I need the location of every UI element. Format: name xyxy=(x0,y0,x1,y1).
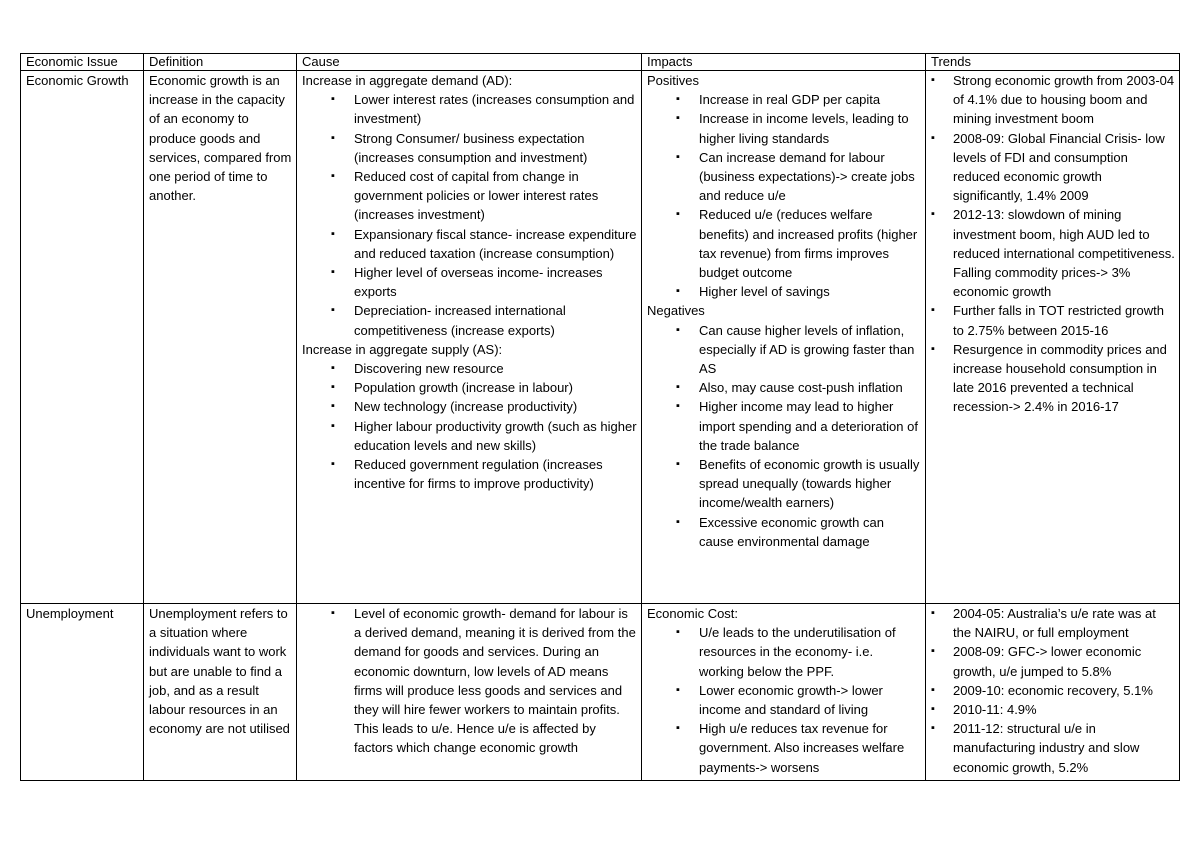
growth-issue: Economic Growth xyxy=(21,71,144,604)
list-item: ▪ Resurgence in commodity prices and increase household consumption in late 2016 prevented a technical recession-> 2.4% in 2016-17 xyxy=(931,340,1175,417)
list-item: ▪ Higher income may lead to higher import spending and a deterioration of the trade balance xyxy=(647,397,921,455)
unemployment-impacts xyxy=(642,604,926,781)
cause-as-list xyxy=(302,359,637,493)
unemployment-row xyxy=(21,604,1180,781)
list-item: ▪ 2009-10: economic recovery, 5.1% xyxy=(931,681,1175,700)
list-item: ▪ Benefits of economic growth is usually spread unequally (towards higher income/wealth earners) xyxy=(647,455,921,513)
growth-definition: Economic growth is an increase in the capacity of an economy to produce goods and services, compared from one period of time to another. xyxy=(144,71,297,604)
economic-cost-heading: Economic Cost: xyxy=(647,606,739,621)
list-item: ▪ Increase in real GDP per capita xyxy=(647,90,921,109)
cause-ad-list xyxy=(302,90,637,340)
impacts-positives-list xyxy=(647,90,921,301)
list-item: ▪ 2012-13: slowdown of mining investment boom, high AUD led to reduced international competitiveness. Falling commodity prices-> 3% economic growth xyxy=(931,205,1175,301)
list-item: ▪ Higher level of savings xyxy=(647,282,921,301)
list-item: ▪ Can increase demand for labour (business expectations)-> create jobs and reduce u/e xyxy=(647,148,921,206)
growth-cause xyxy=(297,71,642,604)
list-item: ▪ Lower economic growth-> lower income and standard of living xyxy=(647,681,921,719)
list-item: ▪ Level of economic growth- demand for labour is a derived demand, meaning it is derived from the demand for goods and services. During an economic downturn, low levels of AD means firms will produce less goods and services and they will hire fewer workers to maintain profits. This leads to u/e. Hence u/e is affected by factors which change economic growth xyxy=(302,604,637,758)
list-item: ▪ 2008-09: Global Financial Crisis- low levels of FDI and consumption reduced economic growth significantly, 1.4% 2009 xyxy=(931,129,1175,206)
list-item: ▪ Reduced cost of capital from change in government policies or lower interest rates (increases investment) xyxy=(302,167,637,225)
header-row xyxy=(21,54,1180,71)
header-economic-issue: Economic Issue xyxy=(21,54,144,71)
impacts-negatives-heading: Negatives xyxy=(647,303,705,319)
list-item: ▪ Lower interest rates (increases consumption and investment) xyxy=(302,90,637,128)
list-item: ▪ Further falls in TOT restricted growth to 2.75% between 2015-16 xyxy=(931,301,1175,339)
economic-issues-table xyxy=(20,53,1180,781)
list-item: ▪ Depreciation- increased international competitiveness (increase exports) xyxy=(302,301,637,339)
impacts-positives-heading: Positives xyxy=(647,73,700,88)
list-item: ▪ Reduced government regulation (increases incentive for firms to improve productivity) xyxy=(302,455,637,493)
list-item: ▪ Can cause higher levels of inflation, especially if AD is growing faster than AS xyxy=(647,321,921,379)
list-item: ▪ Discovering new resource xyxy=(302,359,637,378)
growth-impacts xyxy=(642,71,926,604)
list-item: ▪ Population growth (increase in labour) xyxy=(302,378,637,397)
list-item: ▪ 2010-11: 4.9% xyxy=(931,700,1175,719)
unemployment-impacts-list xyxy=(647,623,921,777)
list-item: ▪ 2008-09: GFC-> lower economic growth, u/e jumped to 5.8% xyxy=(931,642,1175,680)
cause-ad-heading: Increase in aggregate demand (AD): xyxy=(302,73,513,88)
list-item: ▪ Also, may cause cost-push inflation xyxy=(647,378,921,397)
growth-trends-list xyxy=(931,71,1175,417)
header-impacts: Impacts xyxy=(642,54,926,71)
list-item: ▪ 2011-12: structural u/e in manufacturing industry and slow economic growth, 5.2% xyxy=(931,719,1175,777)
list-item: ▪ Strong economic growth from 2003-04 of 4.1% due to housing boom and mining investment boom xyxy=(931,71,1175,129)
unemployment-cause xyxy=(297,604,642,781)
list-item: ▪ Higher level of overseas income- increases exports xyxy=(302,263,637,301)
header-definition: Definition xyxy=(144,54,297,71)
unemployment-trends-list xyxy=(931,604,1175,777)
list-item: ▪ New technology (increase productivity) xyxy=(302,397,637,416)
growth-trends xyxy=(926,71,1180,604)
unemployment-trends xyxy=(926,604,1180,781)
list-item: ▪ Strong Consumer/ business expectation (increases consumption and investment) xyxy=(302,129,637,167)
header-cause: Cause xyxy=(297,54,642,71)
list-item: ▪ 2004-05: Australia’s u/e rate was at the NAIRU, or full employment xyxy=(931,604,1175,642)
unemployment-definition: Unemployment refers to a situation where individuals want to work but are unable to find a job, and as a result labour resources in an economy are not utilised xyxy=(144,604,297,781)
list-item: ▪ Reduced u/e (reduces welfare benefits) and increased profits (higher tax revenue) from firms improves budget outcome xyxy=(647,205,921,282)
list-item: ▪ Expansionary fiscal stance- increase expenditure and reduced taxation (increase consumption) xyxy=(302,225,637,263)
list-item: ▪ U/e leads to the underutilisation of resources in the economy- i.e. working below the PPF. xyxy=(647,623,921,681)
list-item: ▪ High u/e reduces tax revenue for government. Also increases welfare payments-> worsens xyxy=(647,719,921,777)
list-item: ▪ Excessive economic growth can cause environmental damage xyxy=(647,513,921,551)
unemployment-issue: Unemployment xyxy=(21,604,144,781)
header-trends: Trends xyxy=(926,54,1180,71)
list-item: ▪ Higher labour productivity growth (such as higher education levels and new skills) xyxy=(302,417,637,455)
economic-growth-row xyxy=(21,71,1180,604)
list-item: ▪ Increase in income levels, leading to higher living standards xyxy=(647,109,921,147)
unemployment-cause-list xyxy=(302,604,637,758)
impacts-negatives-list xyxy=(647,321,921,551)
cause-as-heading: Increase in aggregate supply (AS): xyxy=(302,341,503,357)
